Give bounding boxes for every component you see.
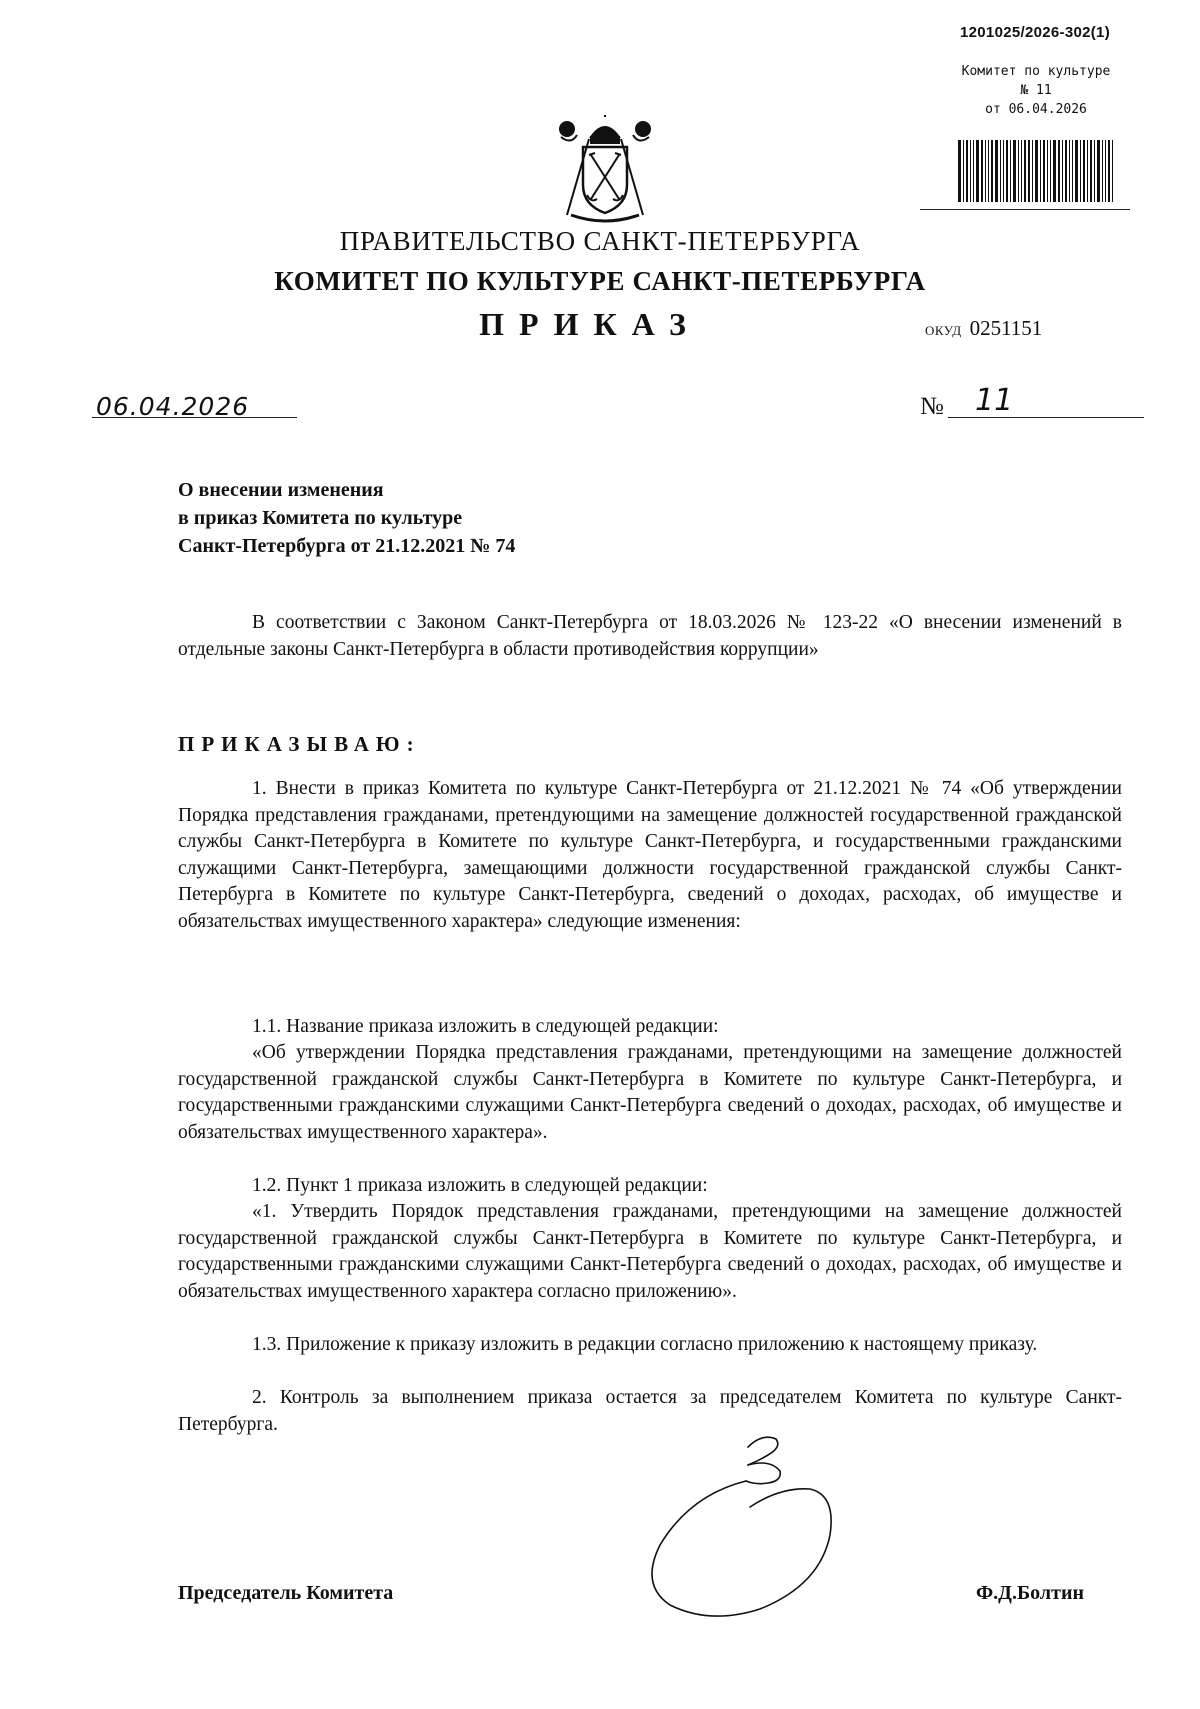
registration-number: 1201025/2026-302(1) [960,24,1110,41]
order-subject [178,476,515,560]
barcode-icon [958,140,1118,202]
subject-line: в приказ Комитета по культуре [178,507,463,529]
item-1-1-paragraph: 1.1. Название приказа изложить в следующей редакции: [252,1016,719,1037]
orders-heading: ПРИКАЗЫВАЮ: [178,732,421,756]
number-underline [948,417,1144,418]
item-1-2-paragraph: 1.2. Пункт 1 приказа изложить в следующей редакции: [252,1175,708,1196]
okud-label: ОКУД [925,323,962,338]
item-2-paragraph: 2. Контроль за выполнением приказа остается за председателем Комитета по культуре Санкт-Петербурга. [178,1387,1122,1435]
coat-of-arms-icon [555,115,655,227]
signatory-name: Ф.Д.Болтин [976,1582,1084,1604]
document-type-title: ПРИКАЗ [479,306,701,342]
stamp-date: от 06.04.2026 [985,102,1087,117]
okud-code [925,316,1042,341]
order-date: 06.04.2026 [96,392,250,421]
stamp-divider [920,209,1130,210]
item-1-3-paragraph: 1.3. Приложение к приказу изложить в редакции согласно приложению к настоящему приказу. [252,1334,1038,1355]
item-1-2-quote: «1. Утвердить Порядок представления гражданами, претендующими на замещение должностей государственной гражданской службы Санкт-Петербурга в Комитете по культуре Санкт-Петербурга, и государственными гражданскими служащими Санкт-Петербурга сведений о доходах, расходах, об имуществе и обязательствах имущественного характера согласно приложению». [178,1201,1122,1302]
subject-line: О внесении изменения [178,479,384,501]
item-1-1-quote: «Об утверждении Порядка представления гражданами, претендующими на замещение должностей государственной гражданской службы Санкт-Петербурга в Комитете по культуре Санкт-Петербурга, и государственными гражданскими служащими Санкт-Петербурга сведений о доходах, расходах, об имуществе и обязательствах имущественного характера». [178,1042,1122,1143]
preamble-paragraph: В соответствии с Законом Санкт-Петербурга от 18.03.2026 № 123-22 «О внесении изменений в отдельные законы Санкт-Петербурга в области противодействия коррупции» [178,612,1122,660]
signatory-role: Председатель Комитета [178,1582,394,1604]
committee-title: КОМИТЕТ ПО КУЛЬТУРЕ САНКТ-ПЕТЕРБУРГА [274,266,926,296]
handwritten-signature [630,1425,870,1645]
stamp-organization: Комитет по культуре [961,64,1111,79]
government-title: ПРАВИТЕЛЬСТВО САНКТ-ПЕТЕРБУРГА [339,226,861,256]
stamp-number: № 11 [1020,83,1052,98]
item-1-paragraph: 1. Внести в приказ Комитета по культуре Санкт-Петербурга от 21.12.2021 № 74 «Об утверждении Порядка представления гражданами, претендующими на замещение должностей государственной гражданской службы Санкт-Петербурга в Комитете по культуре Санкт-Петербурга, и государственными гражданскими служащими Санкт-Петербурга, замещающими должности государственной гражданской службы Санкт-Петербурга в Комитете по культуре Санкт-Петербурга, сведений о доходах, расходах, об имуществе и обязательствах имущественного характера» следующие изменения: [178,778,1122,932]
order-number: 11 [975,383,1014,418]
date-underline [92,417,297,418]
subject-line: Санкт-Петербурга от 21.12.2021 № 74 [178,535,516,557]
okud-value: 0251151 [969,316,1043,340]
order-number-label: № [920,393,944,420]
